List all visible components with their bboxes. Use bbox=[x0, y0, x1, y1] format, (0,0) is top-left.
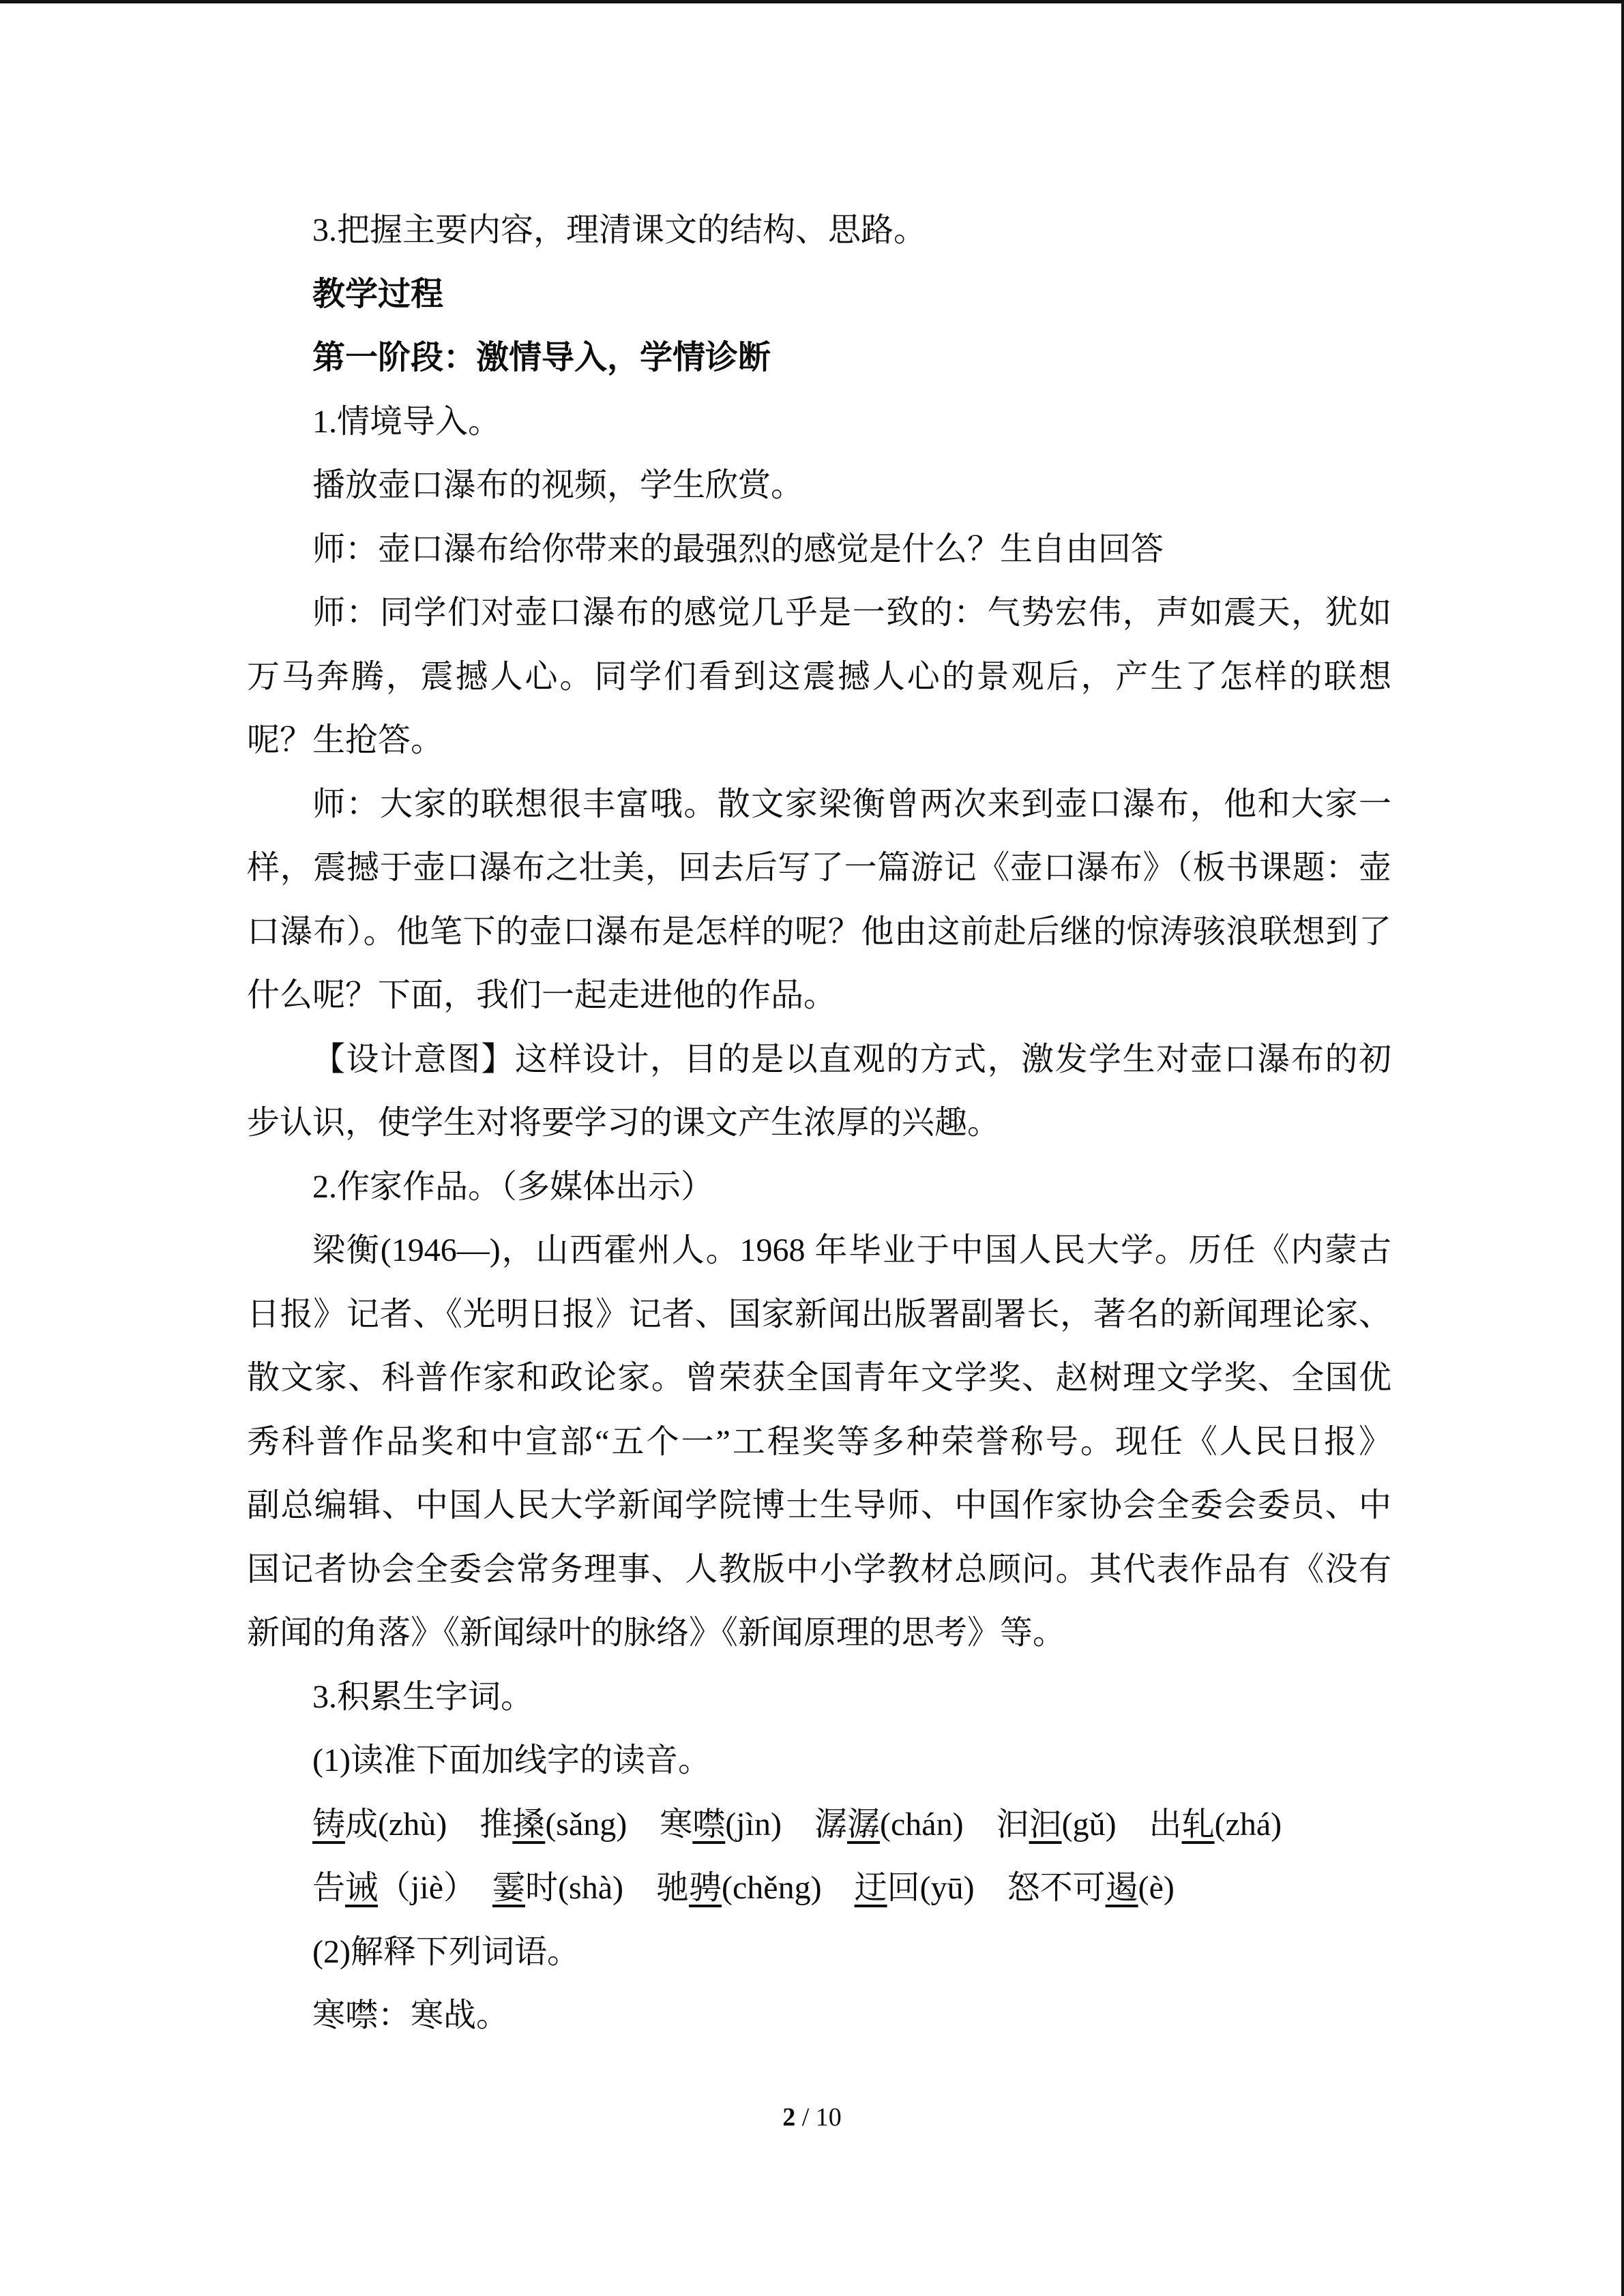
text-run: 师：壶口瀑布给你带来的最强烈的感觉是什么？生自由回答 bbox=[312, 531, 1164, 567]
text-run: 告 bbox=[312, 1870, 346, 1906]
text-run: 播放壶口瀑布的视频，学生欣赏。 bbox=[312, 467, 804, 503]
text-line bbox=[247, 1283, 1391, 1347]
text-run: (zhá) bbox=[1214, 1806, 1282, 1843]
text-run: (chěng) bbox=[722, 1870, 855, 1906]
text-run: 第一阶段：激情导入，学情诊断 bbox=[312, 340, 771, 376]
text-line bbox=[247, 1155, 1391, 1219]
underlined-char: 迂 bbox=[854, 1870, 887, 1906]
text-run: 梁衡(1946—)，山西霍州人。1968 年毕业于中国人民大学。历任《内蒙古 bbox=[312, 1232, 1391, 1268]
text-run: 1.情境导入。 bbox=[312, 403, 501, 440]
text-run: 万马奔腾，震撼人心。同学们看到这震撼人心的景观后，产生了怎样的联想 bbox=[247, 658, 1391, 695]
text-body bbox=[247, 198, 1391, 2048]
text-run: 口瀑布）。他笔下的壶口瀑布是怎样的呢？他由这前赴后继的惊涛骇浪联想到了 bbox=[247, 913, 1391, 950]
text-run: 步认识，使学生对将要学习的课文产生浓厚的兴趣。 bbox=[247, 1105, 1001, 1141]
page-footer bbox=[0, 2102, 1624, 2133]
text-line bbox=[247, 326, 1391, 390]
text-run: 2.作家作品。（多媒体出示） bbox=[312, 1168, 714, 1205]
text-line bbox=[247, 1984, 1391, 2048]
text-run: 师：大家的联想很丰富哦。散文家梁衡曾两次来到壶口瀑布，他和大家一 bbox=[312, 786, 1391, 822]
text-run: (sǎng) 寒 bbox=[545, 1806, 693, 1843]
text-run: 师：同学们对壶口瀑布的感觉几乎是一致的：气势宏伟，声如震天，犹如 bbox=[312, 595, 1391, 631]
text-line bbox=[247, 709, 1391, 773]
text-run: (jìn) 潺 bbox=[725, 1806, 847, 1843]
text-line bbox=[247, 518, 1391, 582]
text-run: 【设计意图】这样设计，目的是以直观的方式，激发学生对壶口瀑布的初 bbox=[312, 1041, 1391, 1077]
text-run: 3.积累生字词。 bbox=[312, 1678, 534, 1715]
text-run: (1)读准下面加线字的读音。 bbox=[312, 1742, 711, 1778]
text-run: (chán) 汩 bbox=[879, 1806, 1029, 1843]
text-line bbox=[247, 1920, 1391, 1984]
underlined-char: 噤 bbox=[692, 1806, 726, 1843]
page-number-total: 10 bbox=[815, 2103, 842, 2132]
text-run: 新闻的角落》《新闻绿叶的脉络》《新闻原理的思考》等。 bbox=[247, 1615, 1066, 1651]
text-line bbox=[247, 1729, 1391, 1793]
text-run: 3.把握主要内容，理清课文的结构、思路。 bbox=[312, 212, 927, 248]
underlined-char: 霎 bbox=[492, 1870, 526, 1906]
text-line bbox=[247, 1601, 1391, 1665]
text-line bbox=[247, 1091, 1391, 1155]
text-line bbox=[247, 390, 1391, 454]
window-edge-top bbox=[0, 0, 1624, 3]
text-line bbox=[247, 1219, 1391, 1283]
text-line bbox=[247, 1028, 1391, 1092]
text-run: 寒噤：寒战。 bbox=[312, 1997, 510, 2033]
underlined-char: 轧 bbox=[1181, 1806, 1215, 1843]
text-line bbox=[247, 964, 1391, 1028]
text-line bbox=[247, 1665, 1391, 1729]
text-line bbox=[247, 453, 1391, 518]
text-run: 呢？生抢答。 bbox=[247, 722, 444, 758]
underlined-char: 汩 bbox=[1029, 1806, 1062, 1843]
underlined-char: 铸 bbox=[312, 1806, 346, 1843]
text-line bbox=[247, 645, 1391, 709]
text-run: 国记者协会全委会常务理事、人教版中小学教材总顾问。其代表作品有《没有 bbox=[247, 1551, 1391, 1587]
text-run: 什么呢？下面，我们一起走进他的作品。 bbox=[247, 977, 837, 1013]
text-run: 回(yū) 怒不可 bbox=[887, 1870, 1106, 1906]
text-line bbox=[247, 263, 1391, 327]
text-line bbox=[247, 773, 1391, 837]
text-run: (2)解释下列词语。 bbox=[312, 1933, 580, 1970]
text-line bbox=[247, 1793, 1391, 1857]
text-line bbox=[247, 1346, 1391, 1410]
underlined-char: 遏 bbox=[1105, 1870, 1138, 1906]
underlined-char: 骋 bbox=[689, 1870, 722, 1906]
text-run: 日报》记者、《光明日报》记者、国家新闻出版署副署长，著名的新闻理论家、 bbox=[247, 1296, 1391, 1332]
text-line bbox=[247, 581, 1391, 645]
text-line bbox=[247, 836, 1391, 900]
text-run: 时(shà) 驰 bbox=[525, 1870, 689, 1906]
text-line bbox=[247, 198, 1391, 263]
text-run: 散文家、科普作家和政论家。曾荣获全国青年文学奖、赵树理文学奖、全国优 bbox=[247, 1360, 1391, 1396]
text-line bbox=[247, 1856, 1391, 1920]
text-run: (è) bbox=[1138, 1870, 1175, 1906]
text-run: 成(zhù) 推 bbox=[345, 1806, 513, 1843]
text-run: 样，震撼于壶口瀑布之壮美，回去后写了一篇游记《壶口瀑布》（板书课题：壶 bbox=[247, 850, 1391, 886]
underlined-char: 潺 bbox=[846, 1806, 880, 1843]
text-line bbox=[247, 1410, 1391, 1474]
text-run: (gǔ) 出 bbox=[1061, 1806, 1182, 1843]
underlined-char: 诫 bbox=[345, 1870, 379, 1906]
text-line bbox=[247, 1474, 1391, 1538]
page-number-separator: / bbox=[795, 2103, 816, 2132]
text-line bbox=[247, 1538, 1391, 1602]
page-number-current: 2 bbox=[782, 2103, 796, 2132]
text-run: 副总编辑、中国人民大学新闻学院博士生导师、中国作家协会全委会委员、中 bbox=[247, 1487, 1391, 1523]
text-line bbox=[247, 900, 1391, 964]
window-edge-right bbox=[1621, 0, 1624, 2296]
text-run: 秀科普作品奖和中宣部“五个一”工程奖等多种荣誉称号。现任《人民日报》 bbox=[247, 1423, 1391, 1460]
text-run: 教学过程 bbox=[312, 275, 444, 312]
underlined-char: 搡 bbox=[512, 1806, 546, 1843]
text-run: （jiè） bbox=[378, 1870, 493, 1906]
